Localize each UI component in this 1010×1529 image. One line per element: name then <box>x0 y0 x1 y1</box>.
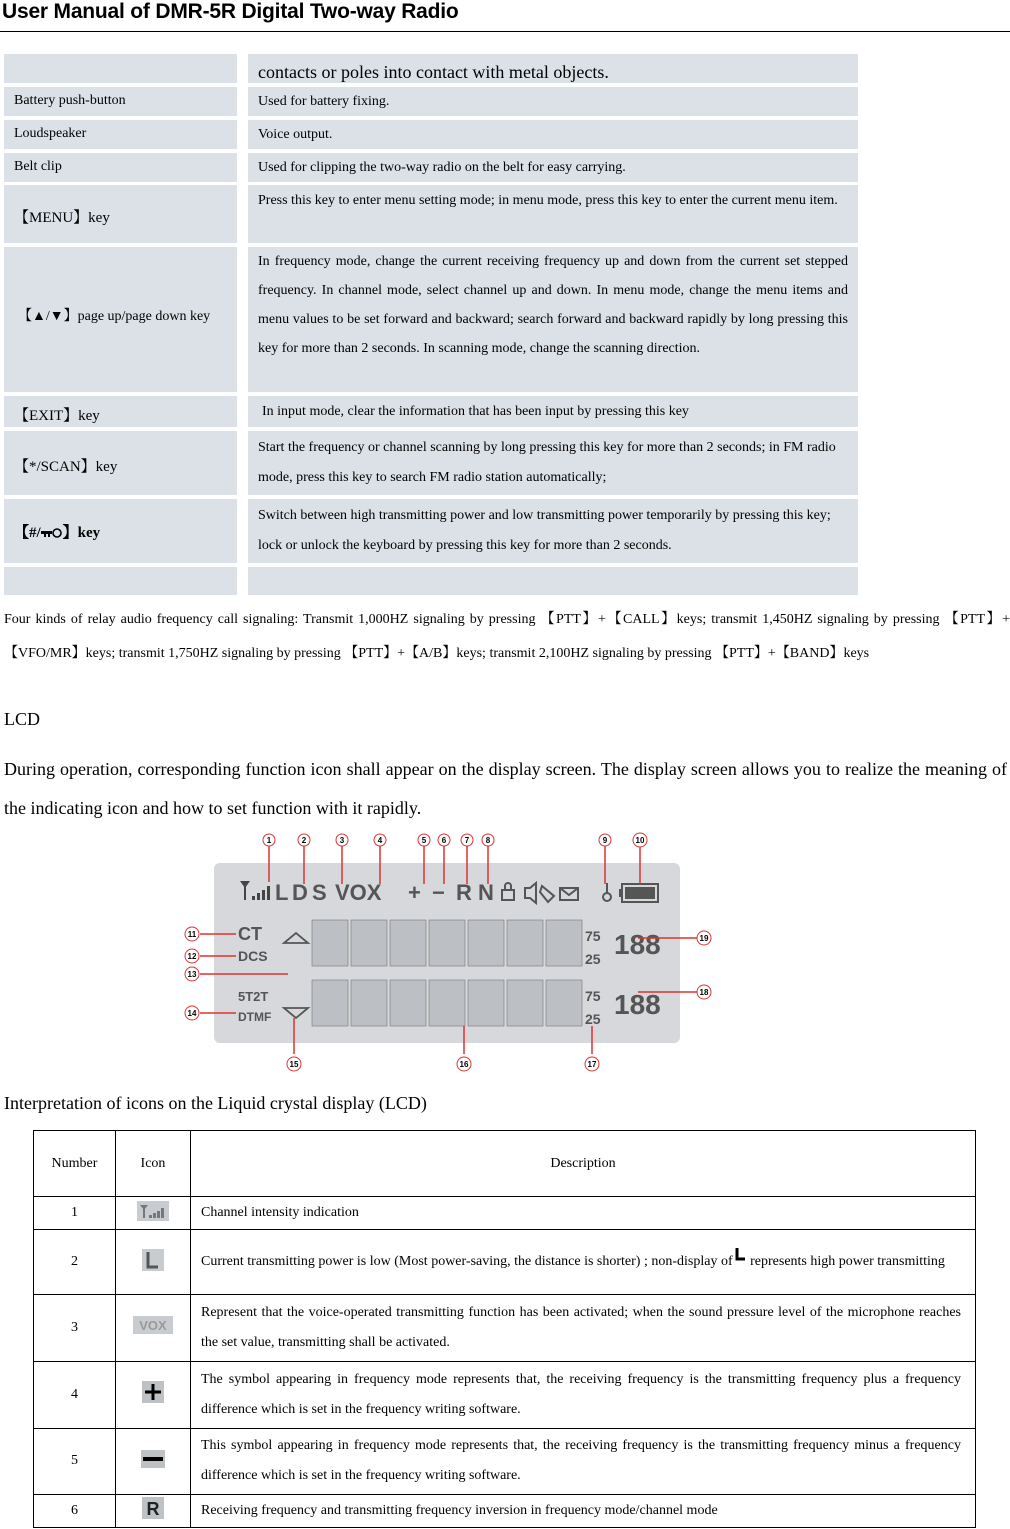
callout-18 <box>697 985 711 999</box>
table-row: 5 This symbol appearing in frequency mode represents that, the receiving frequency is the transmitting frequency minus a frequency difference which is set in the frequency writing software. <box>34 1428 976 1494</box>
callout-6 <box>438 834 450 846</box>
table-row: 1 Channel intensity indication <box>34 1197 976 1230</box>
table-row <box>4 396 858 427</box>
low-power-L-icon <box>142 1249 164 1271</box>
callout-9 <box>599 834 611 846</box>
svg-text:17: 17 <box>587 1060 597 1069</box>
lcd-seg-plus: + <box>408 880 421 905</box>
callout-10 <box>633 833 647 847</box>
lcd-paragraph: During operation, corresponding function icon shall appear on the display screen. The display screen allows you to realize the meaning of the indicating icon and how to set function with it rapidly. <box>4 759 1007 818</box>
lcd-seg-DCS: DCS <box>238 948 268 964</box>
lcd-seg-VOX: VOX <box>335 880 382 905</box>
svg-text:15: 15 <box>289 1060 299 1069</box>
lcd-seg-75-top: 75 <box>585 928 601 944</box>
svg-text:VOX: VOX <box>139 1318 167 1334</box>
callout-8 <box>482 834 494 846</box>
signal-strength-icon <box>137 1201 169 1221</box>
row-label: 【*/SCAN】key <box>14 459 118 475</box>
row-desc: Used for battery fixing. <box>258 94 390 109</box>
table-row: 3 VOX Represent that the voice-operated transmitting function has been activated; when the sound pressure level of the microphone reaches the set value, transmitting shall be activated. <box>34 1295 976 1361</box>
row-desc: In input mode, clear the information that has been input by pressing this key <box>262 404 689 419</box>
svg-text:R: R <box>146 1499 160 1520</box>
callout-14 <box>185 1006 199 1020</box>
table-row <box>4 567 858 595</box>
header-description: Description <box>191 1131 976 1197</box>
svg-text:18: 18 <box>699 988 709 997</box>
row-label: 【▲/▼】page up/page down key <box>18 309 211 324</box>
svg-text:7: 7 <box>464 836 470 845</box>
callout-11 <box>185 927 199 941</box>
svg-text:8: 8 <box>485 836 491 845</box>
lcd-seg-minus: − <box>432 880 445 905</box>
svg-text:5: 5 <box>421 836 427 845</box>
table-header-row <box>34 1131 976 1197</box>
row-desc: Press this key to enter menu setting mode; in menu mode, press this key to enter the current menu item. <box>258 193 838 208</box>
lcd-digits-top: 188 <box>614 929 661 960</box>
table-row: 2 Current transmitting power is low (Most power-saving, the distance is shorter) ; non-display of represents high power transmitting <box>34 1230 976 1295</box>
callout-19 <box>697 931 711 945</box>
lcd-seg-S: S <box>312 880 327 905</box>
table-row <box>4 247 858 392</box>
svg-text:9: 9 <box>602 836 608 845</box>
page-header <box>0 0 1010 32</box>
table-row <box>4 431 858 495</box>
dot-matrix-bottom <box>312 980 582 1026</box>
row-label: 【MENU】key <box>14 210 110 226</box>
svg-text:4: 4 <box>377 836 383 845</box>
key-lock-icon <box>41 528 63 540</box>
svg-text:11: 11 <box>187 930 197 939</box>
table-row <box>4 153 858 182</box>
lcd-seg-25-bottom: 25 <box>585 1011 601 1027</box>
page-title: User Manual of DMR-5R Digital Two-way Radio <box>2 0 459 23</box>
lcd-digits-bottom: 188 <box>614 989 661 1020</box>
callout-3 <box>336 834 348 846</box>
reverse-R-icon <box>142 1497 164 1519</box>
svg-text:14: 14 <box>187 1009 197 1018</box>
lcd-seg-CT: CT <box>238 924 262 944</box>
callout-2 <box>298 834 310 846</box>
svg-text:12: 12 <box>187 952 197 961</box>
table-row <box>4 120 858 149</box>
svg-text:13: 13 <box>187 970 197 979</box>
lcd-seg-DTMF: DTMF <box>238 1010 272 1024</box>
header-icon: Icon <box>116 1131 191 1197</box>
table-row: 6 R Receiving frequency and transmitting frequency inversion in frequency mode/channel mode <box>34 1494 976 1527</box>
lcd-seg-25-top: 25 <box>585 951 601 967</box>
lcd-heading: LCD <box>4 709 40 729</box>
row-desc: In frequency mode, change the current receiving frequency up and down from the current set stepped frequency. In channel mode, select channel up and down. In menu mode, change the menu items and menu values to be set forward and backward; search forward and backward rapidly by long pressing this key for more than 2 seconds. In scanning mode, change the scanning direction. <box>258 254 848 356</box>
callout-17 <box>585 1057 599 1071</box>
row-label: Battery push-button <box>14 93 126 108</box>
plus-shift-icon <box>142 1381 164 1403</box>
row-label: 【EXIT】key <box>14 408 100 424</box>
lcd-seg-L: L <box>275 880 289 905</box>
lcd-seg-75-bottom: 75 <box>585 988 601 1004</box>
low-power-L-icon <box>733 1247 747 1261</box>
svg-text:19: 19 <box>699 934 709 943</box>
icon-interpretation-table <box>33 1130 976 1528</box>
callout-16 <box>457 1057 471 1071</box>
table-row <box>4 54 858 83</box>
row-desc: Start the frequency or channel scanning by long pressing this key for more than 2 seconds; in FM radio mode, press this key to search FM radio station automatically; <box>258 440 836 485</box>
row-desc: contacts or poles into contact with metal objects. <box>258 62 609 82</box>
lcd-seg-R: R <box>456 880 472 905</box>
relay-signaling-text: Four kinds of relay audio frequency call signaling: Transmit 1,000HZ signaling by pressing 【PTT】+【CALL】keys; transmit 1,450HZ signaling by pressing 【PTT】+【VFO/MR】keys; transmit 1,750HZ signaling by pressing 【PTT】+【A/B】keys; transmit 2,100HZ signaling by pressing 【PTT】+【BAND】keys <box>4 612 1010 661</box>
row-desc: Voice output. <box>258 127 333 142</box>
row-label: Belt clip <box>14 159 62 174</box>
table-row <box>4 185 858 243</box>
row-desc: Used for clipping the two-way radio on the belt for easy carrying. <box>258 160 626 175</box>
svg-text:6: 6 <box>441 836 447 845</box>
callout-12 <box>185 949 199 963</box>
lcd-seg-D: D <box>292 880 308 905</box>
table-row <box>4 87 858 116</box>
interpretation-heading: Interpretation of icons on the Liquid crystal display (LCD) <box>4 1093 427 1113</box>
callout-15 <box>287 1057 301 1071</box>
callout-13 <box>185 967 199 981</box>
vox-icon <box>133 1316 173 1334</box>
svg-text:1: 1 <box>266 836 272 845</box>
lcd-seg-N: N <box>478 880 494 905</box>
lcd-seg-5T2T: 5T2T <box>238 989 269 1004</box>
svg-text:3: 3 <box>339 836 345 845</box>
lcd-diagram <box>180 830 720 1076</box>
dot-matrix-top <box>312 920 582 966</box>
svg-text:2: 2 <box>301 836 307 845</box>
table-row: 4 The symbol appearing in frequency mode represents that, the receiving frequency is the transmitting frequency plus a frequency difference which is set in the frequency writing software. <box>34 1361 976 1428</box>
svg-text:10: 10 <box>635 836 645 845</box>
row-label: 【#/ 】key <box>14 525 101 541</box>
callout-4 <box>374 834 386 846</box>
row-label: Loudspeaker <box>14 126 87 141</box>
callout-1 <box>263 834 275 846</box>
header-number: Number <box>34 1131 116 1197</box>
minus-shift-icon <box>141 1450 165 1468</box>
row-desc: Switch between high transmitting power and low transmitting power temporarily by pressing this key; lock or unlock the keyboard by pressing this key for more than 2 seconds. <box>258 508 831 553</box>
svg-text:16: 16 <box>459 1060 469 1069</box>
callout-7 <box>461 834 473 846</box>
table-row <box>4 499 858 563</box>
callout-5 <box>418 834 430 846</box>
